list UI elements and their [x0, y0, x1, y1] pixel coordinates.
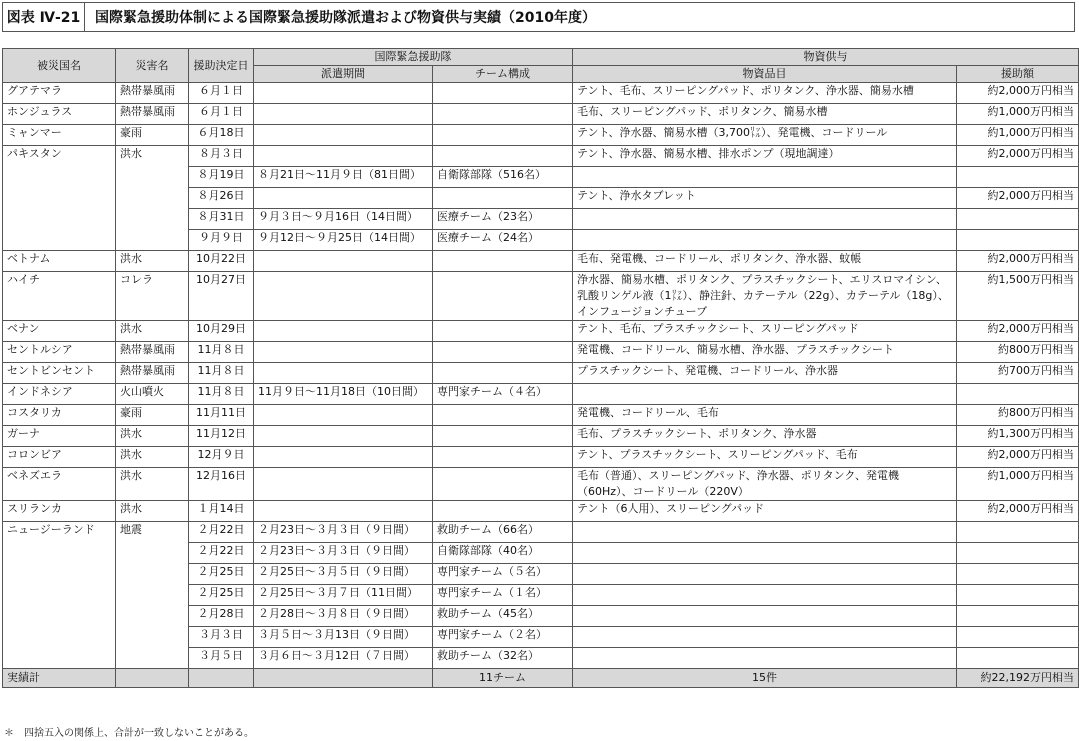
cell-amount: 約1,000万円相当 — [957, 125, 1079, 146]
table-row — [3, 426, 1079, 447]
cell-period: ９月12日～９月25日（14日間） — [254, 230, 433, 251]
cell-period — [254, 447, 433, 468]
cell-items — [573, 606, 957, 627]
cell-items: テント、毛布、スリーピングパッド、ポリタンク、浄水器、簡易水槽 — [573, 83, 957, 104]
table-row — [3, 405, 1079, 426]
cell-disaster: 洪水 — [116, 426, 189, 447]
cell-team — [433, 426, 573, 447]
cell-country: セントビンセント — [3, 363, 116, 384]
cell-team — [433, 104, 573, 125]
cell-amount — [957, 384, 1079, 405]
cell-amount: 約2,000万円相当 — [957, 146, 1079, 167]
cell-date: 10月29日 — [189, 321, 254, 342]
cell-amount — [957, 627, 1079, 648]
cell-country: ガーナ — [3, 426, 116, 447]
header-goods-group: 物資供与 — [573, 49, 1079, 66]
cell-disaster: 熱帯暴風雨 — [116, 363, 189, 384]
cell-disaster: 熱帯暴風雨 — [116, 83, 189, 104]
cell-amount: 約2,000万円相当 — [957, 501, 1079, 522]
figure-title-box — [2, 2, 1075, 32]
cell-amount — [957, 209, 1079, 230]
cell-disaster: 洪水 — [116, 501, 189, 522]
header-period: 派遣期間 — [254, 66, 433, 83]
table-row — [3, 251, 1079, 272]
cell-date: ２月22日 — [189, 522, 254, 543]
figure-title: 国際緊急援助体制による国際緊急援助隊派遣および物資供与実績（2010年度） — [95, 10, 596, 26]
cell-amount: 約1,500万円相当 — [957, 272, 1079, 321]
cell-period — [254, 272, 433, 321]
cell-amount: 約2,000万円相当 — [957, 188, 1079, 209]
cell-period — [254, 125, 433, 146]
cell-items — [573, 384, 957, 405]
header-country: 被災国名 — [3, 49, 116, 83]
cell-team — [433, 468, 573, 501]
table-row — [3, 342, 1079, 363]
aid-record-table — [2, 48, 1079, 688]
cell-team: 自衛隊部隊（40名） — [433, 543, 573, 564]
cell-team — [433, 272, 573, 321]
cell-date: ２月25日 — [189, 564, 254, 585]
cell-country: グアテマラ — [3, 83, 116, 104]
cell-team — [433, 251, 573, 272]
table-row — [3, 83, 1079, 104]
cell-items: テント、プラスチックシート、スリーピングパッド、毛布 — [573, 447, 957, 468]
cell-items — [573, 627, 957, 648]
cell-amount: 約2,000万円相当 — [957, 321, 1079, 342]
cell-items: 発電機、コードリール、簡易水槽、浄水器、プラスチックシート — [573, 342, 957, 363]
cell-amount: 約2,000万円相当 — [957, 83, 1079, 104]
cell-disaster: 地震 — [116, 522, 189, 669]
table-row — [3, 363, 1079, 384]
cell-date: ６月１日 — [189, 83, 254, 104]
cell-items: 毛布、発電機、コードリール、ポリタンク、浄水器、蚊帳 — [573, 251, 957, 272]
cell-disaster: 熱帯暴風雨 — [116, 104, 189, 125]
cell-team — [433, 188, 573, 209]
total-slash-date — [189, 669, 254, 688]
cell-amount — [957, 648, 1079, 669]
cell-amount: 約1,000万円相当 — [957, 104, 1079, 125]
cell-period: ３月６日～３月12日（７日間） — [254, 648, 433, 669]
cell-amount: 約2,000万円相当 — [957, 251, 1079, 272]
cell-team: 専門家チーム（２名） — [433, 627, 573, 648]
cell-date: ８月３日 — [189, 146, 254, 167]
cell-amount — [957, 543, 1079, 564]
cell-team: 専門家チーム（４名） — [433, 384, 573, 405]
total-items: 15件 — [573, 669, 957, 688]
cell-period: ２月25日～３月５日（９日間） — [254, 564, 433, 585]
cell-items — [573, 209, 957, 230]
cell-country: パキスタン — [3, 146, 116, 251]
cell-date: １月14日 — [189, 501, 254, 522]
header-decision-date: 援助決定日 — [189, 49, 254, 83]
cell-team — [433, 447, 573, 468]
cell-date: ２月25日 — [189, 585, 254, 606]
cell-team — [433, 146, 573, 167]
cell-team: 救助チーム（32名） — [433, 648, 573, 669]
cell-items: 浄水器、簡易水槽、ポリタンク、プラスチックシート、エリスロマイシン、乳酸リンゲル液（1㍑）、静注針、カテーテル（22g）、カテーテル（18g）、インフュージョンチューブ — [573, 272, 957, 321]
cell-amount — [957, 230, 1079, 251]
header-team-group: 国際緊急援助隊 — [254, 49, 573, 66]
cell-items: 発電機、コードリール、毛布 — [573, 405, 957, 426]
cell-team — [433, 321, 573, 342]
cell-period — [254, 251, 433, 272]
cell-team — [433, 125, 573, 146]
cell-disaster: 洪水 — [116, 321, 189, 342]
cell-country: ニュージーランド — [3, 522, 116, 669]
cell-amount: 約800万円相当 — [957, 342, 1079, 363]
cell-team: 専門家チーム（１名） — [433, 585, 573, 606]
cell-amount — [957, 564, 1079, 585]
cell-items: テント、浄水器、簡易水槽、排水ポンプ（現地調達） — [573, 146, 957, 167]
cell-team — [433, 363, 573, 384]
cell-amount — [957, 167, 1079, 188]
cell-team — [433, 83, 573, 104]
cell-period — [254, 363, 433, 384]
cell-date: 11月12日 — [189, 426, 254, 447]
cell-team: 専門家チーム（５名） — [433, 564, 573, 585]
cell-items — [573, 585, 957, 606]
cell-disaster: 洪水 — [116, 447, 189, 468]
cell-period — [254, 188, 433, 209]
cell-period: ２月23日～３月３日（９日間） — [254, 543, 433, 564]
cell-period — [254, 104, 433, 125]
cell-period: ８月21日～11月９日（81日間） — [254, 167, 433, 188]
cell-disaster: 豪雨 — [116, 125, 189, 146]
cell-date: 11月８日 — [189, 363, 254, 384]
cell-items: 毛布（普通）、スリーピングパッド、浄水器、ポリタンク、発電機（60Hz）、コードリール（220V） — [573, 468, 957, 501]
table-row — [3, 468, 1079, 501]
cell-team: 救助チーム（45名） — [433, 606, 573, 627]
cell-country: コロンビア — [3, 447, 116, 468]
cell-items: テント、毛布、プラスチックシート、スリーピングパッド — [573, 321, 957, 342]
cell-country: インドネシア — [3, 384, 116, 405]
cell-date: ６月18日 — [189, 125, 254, 146]
footnote: ＊ 四捨五入の関係上、合計が一致しないことがある。 — [4, 728, 254, 739]
cell-period: ９月３日～９月16日（14日間） — [254, 209, 433, 230]
cell-date: 11月８日 — [189, 384, 254, 405]
cell-disaster: 熱帯暴風雨 — [116, 342, 189, 363]
cell-country: ベトナム — [3, 251, 116, 272]
table-row — [3, 321, 1079, 342]
cell-country: ベナン — [3, 321, 116, 342]
table-row — [3, 522, 1079, 543]
total-slash-period — [254, 669, 433, 688]
cell-period — [254, 468, 433, 501]
header-items: 物資品目 — [573, 66, 957, 83]
header-team: チーム構成 — [433, 66, 573, 83]
cell-period: ２月25日～３月７日（11日間） — [254, 585, 433, 606]
cell-items — [573, 648, 957, 669]
cell-amount — [957, 522, 1079, 543]
cell-disaster: コレラ — [116, 272, 189, 321]
cell-date: 10月27日 — [189, 272, 254, 321]
cell-items: 毛布、プラスチックシート、ポリタンク、浄水器 — [573, 426, 957, 447]
cell-date: ８月31日 — [189, 209, 254, 230]
total-amount: 約22,192万円相当 — [957, 669, 1079, 688]
cell-period: ２月28日～３月８日（９日間） — [254, 606, 433, 627]
cell-date: ９月９日 — [189, 230, 254, 251]
table-row — [3, 125, 1079, 146]
cell-date: ６月１日 — [189, 104, 254, 125]
cell-period — [254, 501, 433, 522]
total-teams: 11チーム — [433, 669, 573, 688]
cell-date: ８月26日 — [189, 188, 254, 209]
cell-period — [254, 146, 433, 167]
table-row — [3, 272, 1079, 321]
cell-date: ２月28日 — [189, 606, 254, 627]
table-row — [3, 384, 1079, 405]
cell-date: 12月16日 — [189, 468, 254, 501]
cell-amount — [957, 585, 1079, 606]
cell-team: 医療チーム（24名） — [433, 230, 573, 251]
cell-date: 10月22日 — [189, 251, 254, 272]
cell-items: 毛布、スリーピングパッド、ポリタンク、簡易水槽 — [573, 104, 957, 125]
total-label: 実績計 — [3, 669, 116, 688]
cell-items — [573, 522, 957, 543]
cell-country: ベネズエラ — [3, 468, 116, 501]
cell-amount: 約700万円相当 — [957, 363, 1079, 384]
cell-items: テント、浄水器、簡易水槽（3,700㍑）、発電機、コードリール — [573, 125, 957, 146]
cell-period: ３月５日～３月13日（９日間） — [254, 627, 433, 648]
cell-disaster: 豪雨 — [116, 405, 189, 426]
cell-date: 11月11日 — [189, 405, 254, 426]
cell-team: 医療チーム（23名） — [433, 209, 573, 230]
cell-period: ２月23日～３月３日（９日間） — [254, 522, 433, 543]
total-row — [3, 669, 1079, 688]
cell-team: 救助チーム（66名） — [433, 522, 573, 543]
table-row — [3, 501, 1079, 522]
cell-items — [573, 564, 957, 585]
table-body — [3, 83, 1079, 688]
cell-date: ３月３日 — [189, 627, 254, 648]
header-amount: 援助額 — [957, 66, 1079, 83]
cell-period — [254, 321, 433, 342]
cell-disaster: 洪水 — [116, 468, 189, 501]
cell-period: 11月９日～11月18日（10日間） — [254, 384, 433, 405]
cell-items: プラスチックシート、発電機、コードリール、浄水器 — [573, 363, 957, 384]
cell-items — [573, 543, 957, 564]
cell-team — [433, 405, 573, 426]
cell-items — [573, 230, 957, 251]
cell-country: コスタリカ — [3, 405, 116, 426]
total-slash-disaster — [116, 669, 189, 688]
cell-date: ２月22日 — [189, 543, 254, 564]
cell-items: テント、浄水タブレット — [573, 188, 957, 209]
table-row — [3, 447, 1079, 468]
cell-team — [433, 501, 573, 522]
cell-team — [433, 342, 573, 363]
cell-period — [254, 405, 433, 426]
cell-team: 自衛隊部隊（516名） — [433, 167, 573, 188]
cell-date: 12月９日 — [189, 447, 254, 468]
cell-amount: 約1,300万円相当 — [957, 426, 1079, 447]
cell-country: スリランカ — [3, 501, 116, 522]
cell-amount: 約800万円相当 — [957, 405, 1079, 426]
figure-label: 図表 Ⅳ-21 — [3, 3, 85, 31]
cell-disaster: 洪水 — [116, 251, 189, 272]
header-disaster: 災害名 — [116, 49, 189, 83]
cell-country: ホンジュラス — [3, 104, 116, 125]
cell-disaster: 洪水 — [116, 146, 189, 251]
cell-items — [573, 167, 957, 188]
cell-country: ミャンマー — [3, 125, 116, 146]
cell-disaster: 火山噴火 — [116, 384, 189, 405]
cell-country: セントルシア — [3, 342, 116, 363]
cell-period — [254, 426, 433, 447]
cell-date: ３月５日 — [189, 648, 254, 669]
table-row — [3, 146, 1079, 167]
cell-period — [254, 342, 433, 363]
cell-date: 11月８日 — [189, 342, 254, 363]
cell-date: ８月19日 — [189, 167, 254, 188]
cell-amount: 約1,000万円相当 — [957, 468, 1079, 501]
cell-period — [254, 83, 433, 104]
cell-country: ハイチ — [3, 272, 116, 321]
cell-amount: 約2,000万円相当 — [957, 447, 1079, 468]
cell-amount — [957, 606, 1079, 627]
cell-items: テント（6人用）、スリーピングパッド — [573, 501, 957, 522]
table-row — [3, 104, 1079, 125]
